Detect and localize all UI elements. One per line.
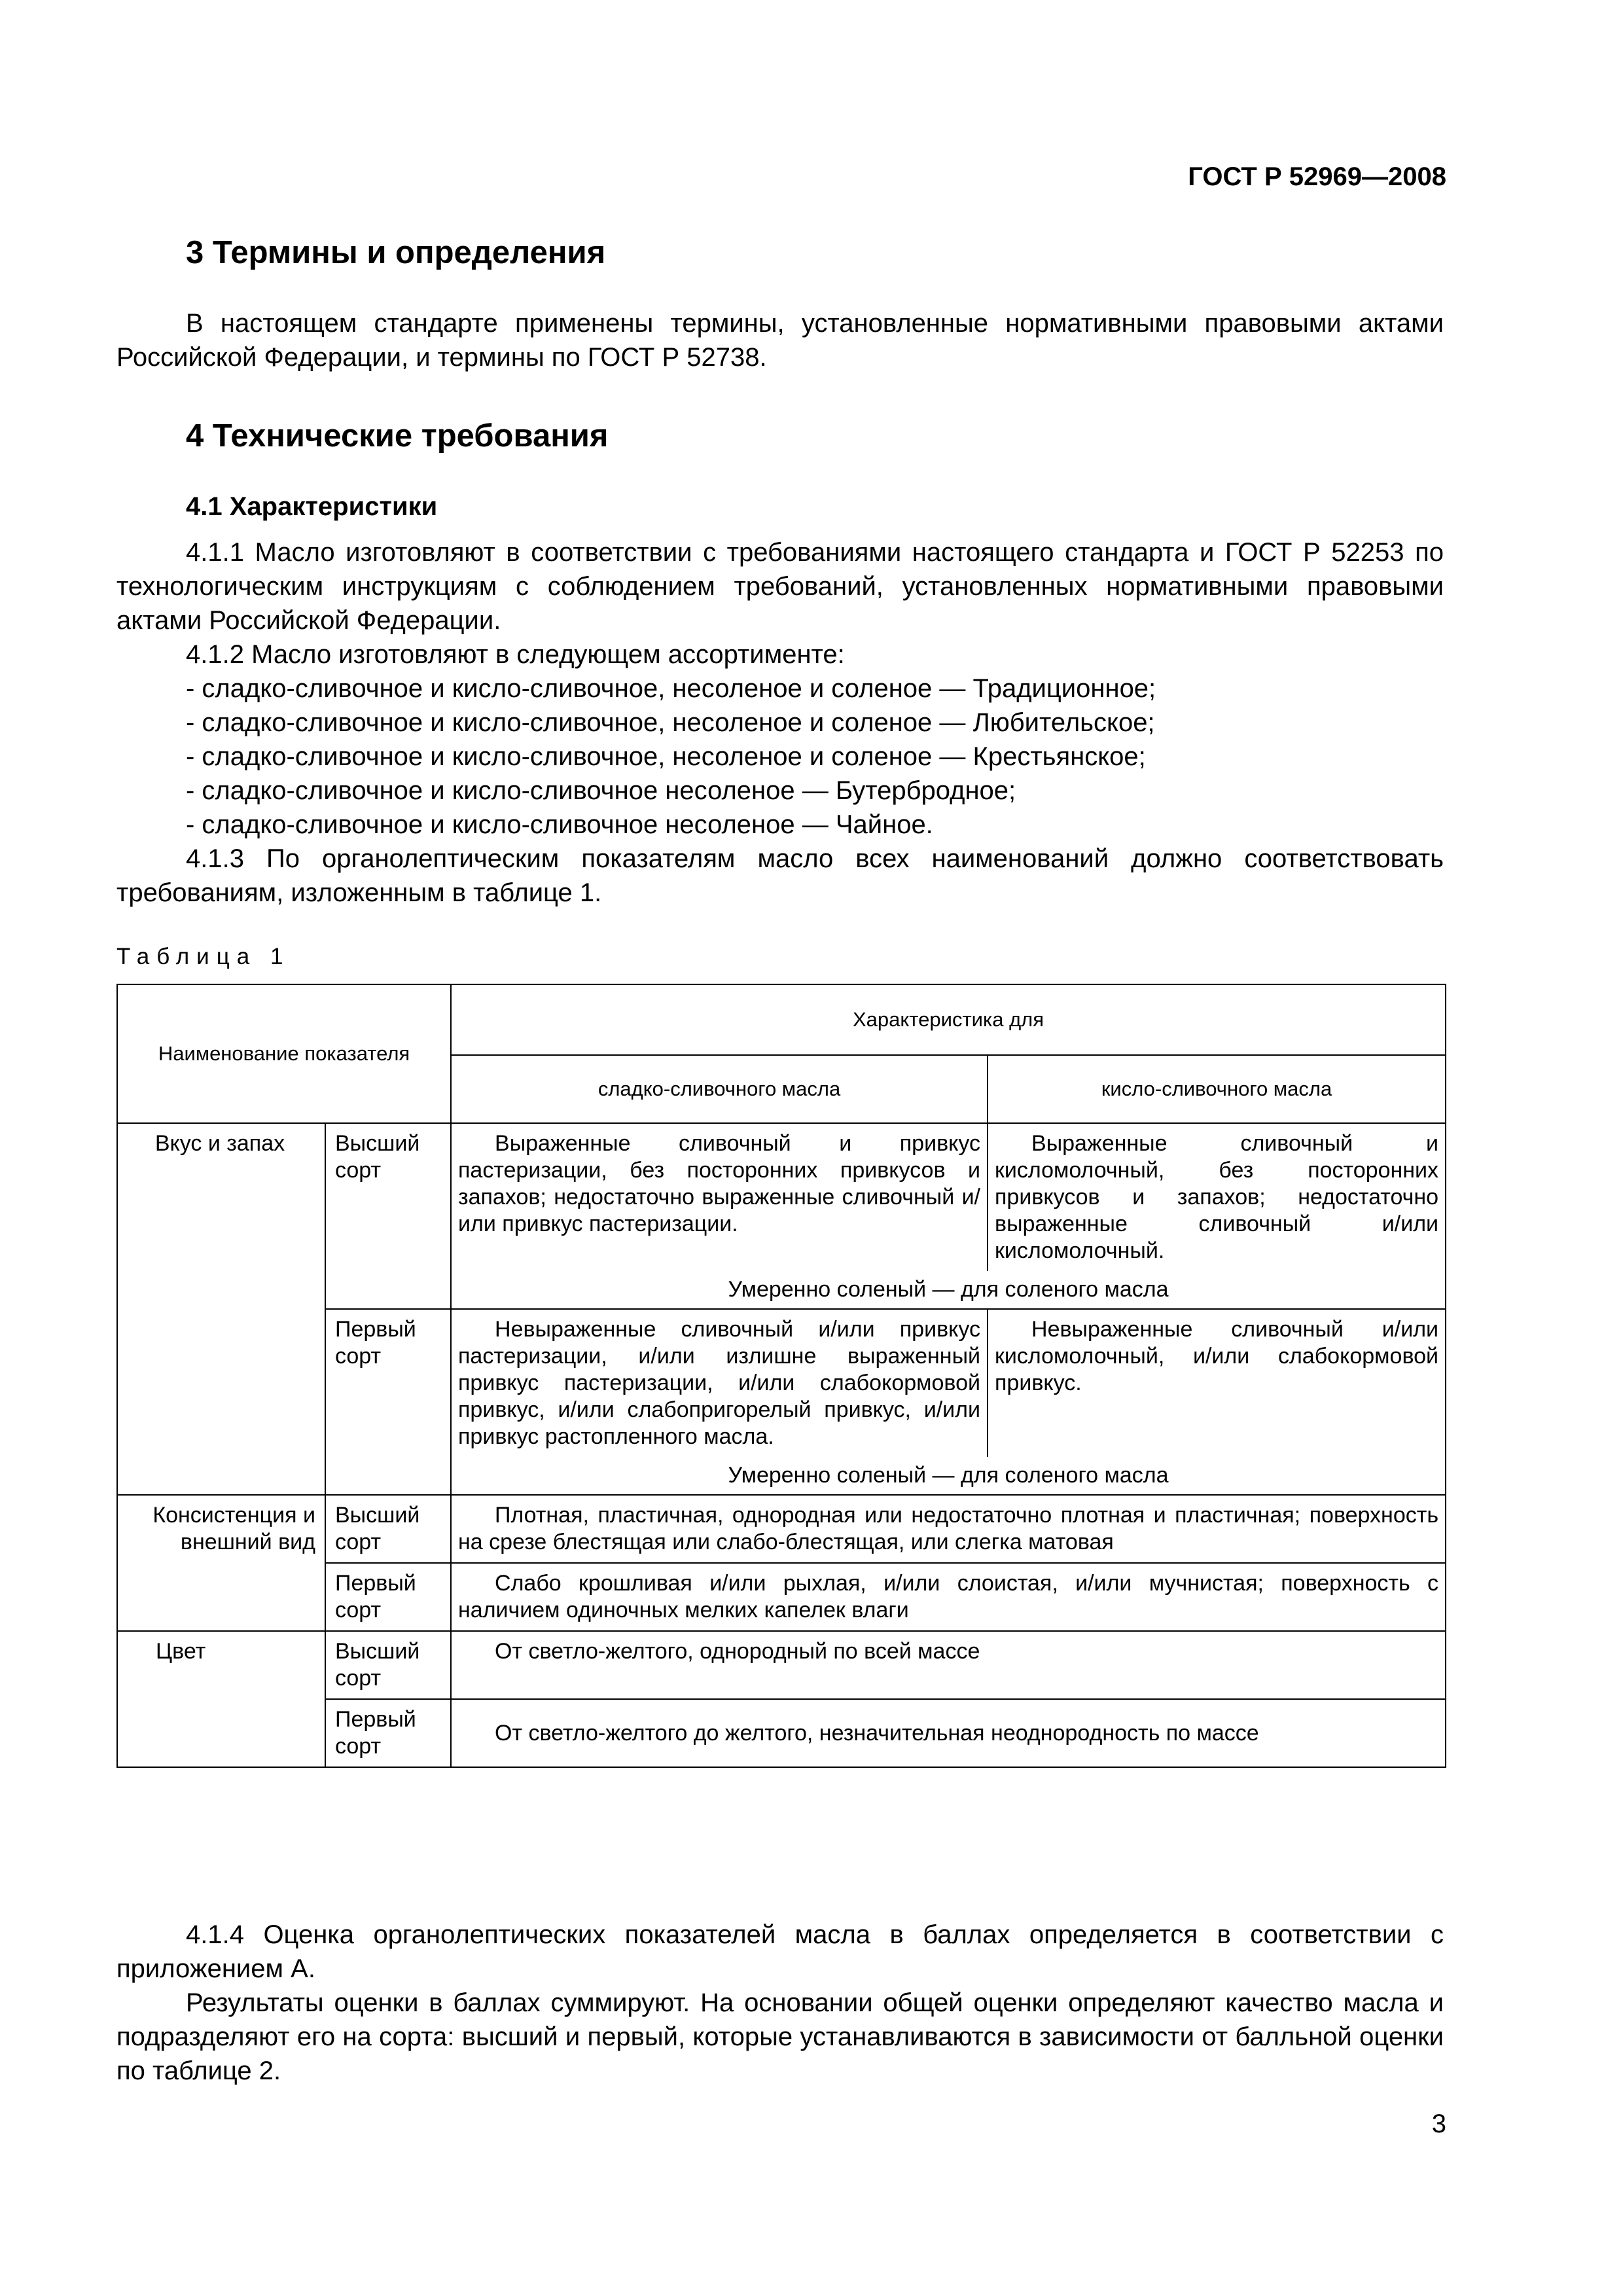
cell-consistency-top: Плотная, пластичная, однородная или недостаточно плотная и пластичная; поверхность на срезе блестящая или слабо-блестящая, или слегка матовая [451,1495,1446,1563]
header-sweet-cream: сладко-сливочного масла [451,1055,988,1123]
grade-first: Первый сорт [325,1563,451,1631]
paragraph-4-1-4: 4.1.4 Оценка органолептических показателей масла в баллах определяется в соответствии с приложением А. [116,1920,1444,1983]
header-indicator: Наименование показателя [117,984,451,1123]
section-3-text: В настоящем стандарте применены термины, установленные нормативными правовыми актами Российской Федерации, и термины по ГОСТ Р 52738. [116,309,1444,372]
document-code: ГОСТ Р 52969—2008 [1188,162,1446,191]
cell-color-first: От светло-желтого до желтого, незначительная неоднородность по массе [451,1699,1446,1767]
indicator-taste: Вкус и запах [117,1123,325,1495]
header-characteristic: Характеристика для [451,984,1446,1055]
paragraph-results: Результаты оценки в баллах суммируют. На основании общей оценки определяют качество масла и подразделяют его на сорта: высший и первый, которые устанавливаются в зависимости от балльной оценки по таблице 2. [116,1988,1444,2085]
organoleptic-table [116,984,1446,1768]
subsection-4-1-title: 4.1 Характеристики [186,492,438,521]
cell-taste-top-sour: Выраженные сливочный и кисломолочный, без посторонних привкусов и запахов; недостаточно выраженные сливочный и/или кисломолочный. [988,1123,1446,1271]
table-row [117,1495,1446,1563]
cell-color-top: От светло-желтого, однородный по всей массе [451,1631,1446,1699]
assortment-item: - сладко-сливочное и кисло-сливочное несоленое — Чайное. [186,810,933,839]
cell-taste-top-sweet: Выраженные сливочный и привкус пастеризации, без посторонних привкусов и запахов; недостаточно выраженные сливочный и/или привкус пастеризации. [451,1123,988,1271]
header-sour-cream: кисло-сливочного масла [988,1055,1446,1123]
cell-taste-first-sweet: Невыраженные сливочный и/или привкус пастеризации, и/или излишне выраженный привкус пастеризации, и/или слабокормовой привкус, и/или слабопригорелый привкус, и/или привкус растопленного масла. [451,1309,988,1457]
indicator-consistency: Консистенция и внешний вид [117,1495,325,1631]
table-row [117,1631,1446,1699]
cell-taste-top-salted: Умеренно соленый — для соленого масла [451,1271,1446,1309]
grade-top: Высший сорт [325,1495,451,1563]
paragraph-4-1-3: 4.1.3 По органолептическим показателям масло всех наименований должно соответствовать требованиям, изложенным в таблице 1. [116,844,1444,907]
paragraph-4-1-2: 4.1.2 Масло изготовляют в следующем ассортименте: [186,640,845,669]
cell-consistency-first: Слабо крошливая и/или рыхлая, и/или слоистая, и/или мучнистая; поверхность с наличием одиночных мелких капелек влаги [451,1563,1446,1631]
assortment-item: - сладко-сливочное и кисло-сливочное несоленое — Бутербродное; [186,776,1016,805]
assortment-item: - сладко-сливочное и кисло-сливочное, несоленое и соленое — Любительское; [186,708,1155,737]
cell-taste-first-salted: Умеренно соленый — для соленого масла [451,1457,1446,1495]
cell-taste-first-sour: Невыраженные сливочный и/или кисломолочный, и/или слабокормовой привкус. [988,1309,1446,1457]
section-3-title: 3 Термины и определения [186,235,606,270]
assortment-item: - сладко-сливочное и кисло-сливочное, несоленое и соленое — Традиционное; [186,674,1156,703]
grade-top: Высший сорт [325,1123,451,1309]
grade-first: Первый сорт [325,1309,451,1495]
paragraph-4-1-1: 4.1.1 Масло изготовляют в соответствии с требованиями настоящего стандарта и ГОСТ Р 52253 по технологическим инструкциям с соблюдением требований, установленных нормативными правовыми актами Российской Федерации. [116,538,1444,635]
section-4-title: 4 Технические требования [186,418,609,454]
table-caption: Таблица 1 [116,944,291,969]
grade-first: Первый сорт [325,1699,451,1767]
table-row [117,1123,1446,1271]
page-number: 3 [1431,2109,1446,2138]
indicator-color: Цвет [117,1631,325,1767]
assortment-item: - сладко-сливочное и кисло-сливочное, несоленое и соленое — Крестьянское; [186,742,1146,771]
grade-top: Высший сорт [325,1631,451,1699]
